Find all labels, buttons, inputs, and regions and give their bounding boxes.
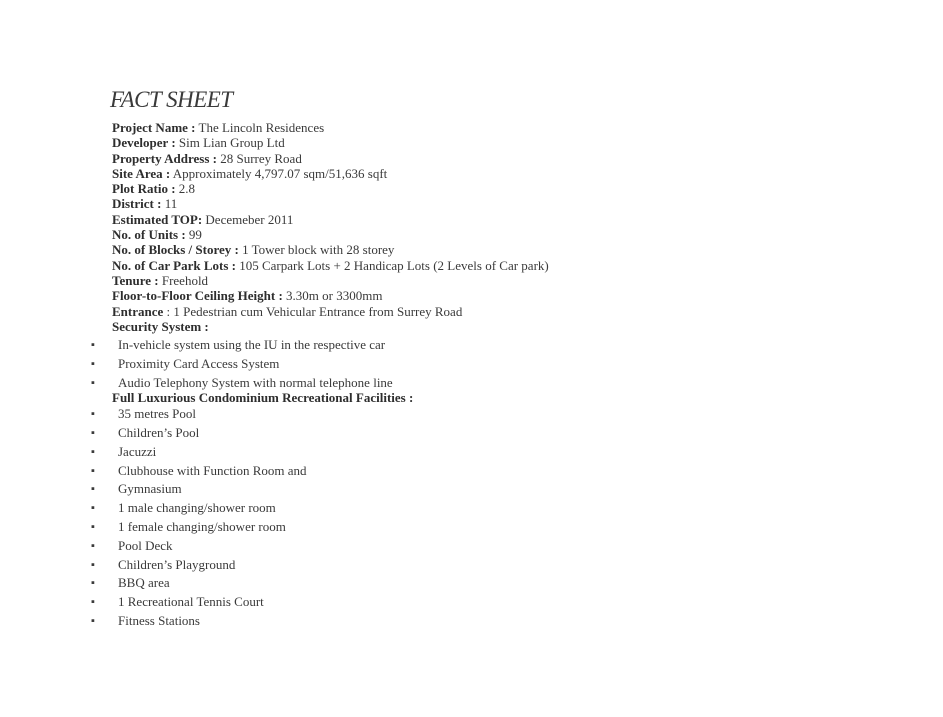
- field-value: 11: [161, 196, 178, 212]
- field-label: Property Address :: [112, 150, 217, 166]
- list-item: [91, 336, 393, 355]
- list-item-text: Proximity Card Access System: [118, 356, 280, 372]
- list-item: [91, 593, 413, 612]
- bullet-icon: ▪: [91, 376, 95, 389]
- field-blocks-storey: [112, 242, 549, 257]
- field-value: Decemeber 2011: [202, 211, 294, 227]
- bullet-icon: ▪: [91, 615, 95, 628]
- field-label: No. of Blocks / Storey :: [112, 242, 239, 258]
- field-label: Site Area :: [112, 165, 171, 181]
- field-value: 99: [185, 227, 202, 243]
- list-item: [91, 443, 413, 462]
- field-label: Project Name :: [112, 120, 196, 135]
- field-ceiling-height: [112, 288, 549, 303]
- list-item-text: 1 female changing/shower room: [118, 519, 286, 535]
- field-project-name: [112, 120, 549, 135]
- field-site-area: [112, 166, 549, 181]
- list-item: [91, 355, 393, 374]
- field-value: Freehold: [158, 272, 209, 288]
- list-item-text: Children’s Playground: [118, 556, 236, 572]
- field-value: 1 Tower block with 28 storey: [238, 242, 395, 258]
- list-item-text: In-vehicle system using the IU in the respective car: [118, 337, 386, 353]
- project-details-list: [112, 120, 549, 319]
- field-car-park-lots: [112, 258, 549, 273]
- list-item: [91, 499, 413, 518]
- list-item-text: 35 metres Pool: [118, 406, 196, 422]
- field-label: Developer :: [112, 135, 176, 151]
- field-label: Estimated TOP:: [112, 211, 203, 227]
- field-property-address: [112, 151, 549, 166]
- field-no-of-units: [112, 227, 549, 242]
- list-item: [91, 518, 413, 537]
- field-value: 105 Carpark Lots + 2 Handicap Lots (2 Levels of Car park): [235, 257, 549, 273]
- list-item-text: 1 Recreational Tennis Court: [118, 594, 264, 610]
- bullet-icon: ▪: [91, 521, 95, 534]
- bullet-icon: ▪: [91, 339, 95, 352]
- field-label: District :: [112, 196, 162, 212]
- list-item: [91, 574, 413, 593]
- field-value: 28 Surrey Road: [216, 150, 302, 166]
- bullet-icon: ▪: [91, 502, 95, 515]
- field-plot-ratio: [112, 181, 549, 196]
- field-value: Approximately 4,797.07 sqm/51,636 sqft: [170, 165, 388, 181]
- field-label: Plot Ratio :: [112, 181, 176, 197]
- field-value: Sim Lian Group Ltd: [175, 135, 285, 151]
- facilities-section: [91, 390, 414, 631]
- security-system-section: [91, 319, 393, 393]
- facilities-heading: Full Luxurious Condominium Recreational Facilities :: [112, 390, 414, 405]
- list-item-text: Audio Telephony System with normal telephone line: [118, 374, 393, 390]
- list-item: [91, 537, 413, 556]
- bullet-icon: ▪: [91, 483, 95, 496]
- list-item-text: Fitness Stations: [118, 613, 200, 629]
- bullet-icon: ▪: [91, 539, 95, 552]
- field-label: Tenure :: [112, 272, 159, 288]
- field-district: [112, 196, 549, 211]
- field-estimated-top: [112, 212, 549, 227]
- field-tenure: [112, 273, 549, 288]
- list-item-text: 1 male changing/shower room: [118, 500, 276, 516]
- field-label: Entrance: [112, 303, 164, 319]
- bullet-icon: ▪: [91, 358, 95, 371]
- facilities-list: [91, 405, 413, 631]
- list-item-text: Pool Deck: [118, 537, 173, 553]
- bullet-icon: ▪: [91, 427, 95, 440]
- field-label: Floor-to-Floor Ceiling Height :: [112, 288, 283, 304]
- list-item-text: Clubhouse with Function Room and: [118, 462, 307, 478]
- bullet-icon: ▪: [91, 558, 95, 571]
- field-value: : 1 Pedestrian cum Vehicular Entrance from Surrey Road: [163, 303, 463, 319]
- list-item: [91, 556, 413, 575]
- field-entrance: [112, 304, 549, 319]
- bullet-icon: ▪: [91, 408, 95, 421]
- bullet-icon: ▪: [91, 577, 95, 590]
- bullet-icon: ▪: [91, 445, 95, 458]
- list-item-text: Jacuzzi: [118, 443, 157, 459]
- list-item: [91, 462, 413, 481]
- bullet-icon: ▪: [91, 464, 95, 477]
- list-item: [91, 424, 413, 443]
- field-label: No. of Car Park Lots :: [112, 257, 236, 273]
- list-item: [91, 480, 413, 499]
- field-developer: [112, 135, 549, 150]
- field-label: No. of Units :: [112, 227, 186, 243]
- list-item: [91, 612, 413, 631]
- list-item-text: Children’s Pool: [118, 425, 200, 441]
- bullet-icon: ▪: [91, 596, 95, 609]
- field-value: 2.8: [175, 181, 196, 197]
- field-value: The Lincoln Residences: [195, 120, 325, 135]
- security-system-heading: Security System :: [112, 319, 209, 334]
- security-system-list: [91, 336, 393, 392]
- field-value: 3.30m or 3300mm: [282, 288, 383, 304]
- document-title: FACT SHEET: [110, 87, 233, 112]
- list-item-text: BBQ area: [118, 575, 170, 591]
- list-item: [91, 405, 413, 424]
- list-item-text: Gymnasium: [118, 481, 182, 497]
